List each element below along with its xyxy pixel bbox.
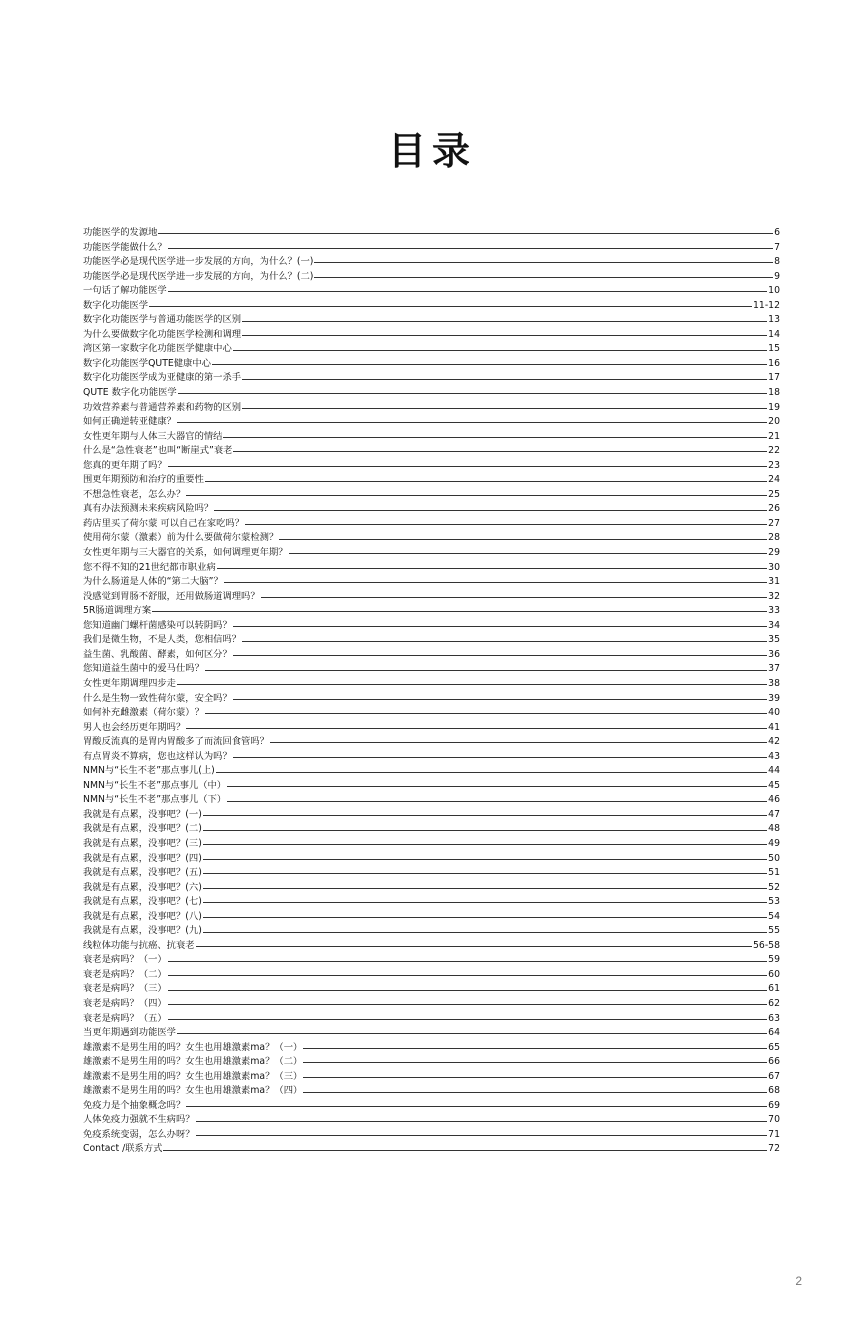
- toc-entry[interactable]: [83, 1070, 780, 1085]
- toc-entry-page: 49: [768, 837, 780, 849]
- toc-entry-page: 14: [768, 328, 780, 340]
- toc-entry[interactable]: [83, 313, 780, 328]
- toc-entry[interactable]: [83, 721, 780, 736]
- toc-entry-page: 34: [768, 619, 780, 631]
- toc-entry-page: 30: [768, 561, 780, 573]
- toc-entry[interactable]: [83, 924, 780, 939]
- toc-entry-title: 5R肠道调理方案: [83, 605, 152, 617]
- toc-entry[interactable]: [83, 1128, 780, 1143]
- toc-entry-title: 真有办法预测未来疾病风险吗？: [83, 503, 214, 515]
- toc-entry-title: 什么是生物一致性荷尔蒙，安全吗？: [83, 692, 232, 704]
- toc-entry[interactable]: [83, 706, 780, 721]
- toc-entry-page: 44: [768, 765, 780, 777]
- toc-leader-line: [186, 495, 767, 496]
- toc-entry-title: NMN与“长生不老”那点事儿(上): [83, 765, 215, 777]
- toc-entry-title: 数字化功能医学成为亚健康的第一杀手: [83, 372, 242, 384]
- toc-entry-page: 66: [768, 1056, 780, 1068]
- toc-entry-title: 功能医学能做什么？: [83, 241, 167, 253]
- toc-entry-title: 功效营养素与普通营养素和药物的区别: [83, 401, 242, 413]
- toc-entry-title: 男人也会经历更年期吗？: [83, 721, 186, 733]
- table-of-contents: [83, 226, 780, 1157]
- toc-entry[interactable]: [83, 953, 780, 968]
- toc-entry[interactable]: [83, 619, 780, 634]
- toc-entry-title: 湾区第一家数字化功能医学健康中心: [83, 343, 232, 355]
- toc-leader-line: [233, 451, 767, 452]
- toc-entry[interactable]: [83, 401, 780, 416]
- toc-entry-page: 39: [768, 692, 780, 704]
- toc-entry-title: 衰老是病吗？（一）: [83, 954, 167, 966]
- toc-entry-title: 衰老是病吗？（三）: [83, 983, 167, 995]
- toc-entry-title: 功能医学必是现代医学进一步发展的方向，为什么？(二): [83, 270, 314, 282]
- toc-entry-page: 15: [768, 343, 780, 355]
- toc-entry-page: 16: [768, 357, 780, 369]
- toc-leader-line: [177, 684, 767, 685]
- toc-entry-page: 55: [768, 925, 780, 937]
- toc-entry-title: 功能医学必是现代医学进一步发展的方向，为什么？(一): [83, 256, 314, 268]
- toc-entry-page: 35: [768, 634, 780, 646]
- toc-entry[interactable]: [83, 604, 780, 619]
- toc-entry[interactable]: [83, 793, 780, 808]
- toc-entry-title: 您不得不知的21世纪都市职业病: [83, 561, 216, 573]
- toc-entry[interactable]: [83, 430, 780, 445]
- toc-entry-page: 21: [768, 430, 780, 442]
- toc-entry[interactable]: [83, 1084, 780, 1099]
- toc-entry[interactable]: [83, 473, 780, 488]
- toc-leader-line: [152, 611, 767, 612]
- toc-leader-line: [203, 830, 767, 831]
- toc-entry-title: 没感觉到胃肠不舒服，还用做肠道调理吗？: [83, 590, 260, 602]
- toc-leader-line: [168, 990, 767, 991]
- toc-leader-line: [245, 524, 767, 525]
- toc-entry-page: 9: [774, 270, 780, 282]
- toc-entry-page: 43: [768, 750, 780, 762]
- toc-leader-line: [177, 1033, 767, 1034]
- toc-leader-line: [168, 466, 767, 467]
- toc-entry-title: 您知道益生菌中的爱马仕吗？: [83, 663, 204, 675]
- toc-leader-line: [233, 350, 767, 351]
- toc-leader-line: [203, 844, 767, 845]
- toc-entry-page: 48: [768, 823, 780, 835]
- toc-entry[interactable]: [83, 1113, 780, 1128]
- toc-entry-title: 女性更年期与人体三大器官的情结: [83, 430, 223, 442]
- toc-entry[interactable]: [83, 342, 780, 357]
- toc-leader-line: [205, 481, 767, 482]
- toc-entry-title: 免疫系统变弱，怎么办呀？: [83, 1128, 195, 1140]
- toc-leader-line: [203, 888, 767, 889]
- toc-entry-page: 52: [768, 881, 780, 893]
- toc-entry[interactable]: [83, 837, 780, 852]
- toc-leader-line: [303, 1048, 767, 1049]
- toc-entry[interactable]: [83, 415, 780, 430]
- toc-leader-line: [216, 772, 767, 773]
- toc-entry-title: 线粒体功能与抗癌、抗衰老: [83, 939, 195, 951]
- toc-leader-line: [168, 975, 767, 976]
- toc-leader-line: [242, 335, 767, 336]
- toc-entry-title: 数字化功能医学QUTE健康中心: [83, 357, 211, 369]
- toc-entry-page: 23: [768, 459, 780, 471]
- toc-leader-line: [233, 626, 767, 627]
- toc-entry-page: 17: [768, 372, 780, 384]
- toc-entry-title: 女性更年期调理四步走: [83, 677, 176, 689]
- toc-entry[interactable]: [83, 662, 780, 677]
- toc-entry-page: 37: [768, 663, 780, 675]
- toc-entry-page: 18: [768, 387, 780, 399]
- toc-entry[interactable]: [83, 502, 780, 517]
- toc-entry-title: 数字化功能医学与普通功能医学的区别: [83, 314, 242, 326]
- toc-entry-title: 如何正确逆转亚健康？: [83, 416, 176, 428]
- toc-entry-title: 如何补充雌激素（荷尔蒙）？: [83, 707, 204, 719]
- toc-leader-line: [205, 670, 767, 671]
- toc-entry-page: 60: [768, 968, 780, 980]
- toc-entry-title: 有点胃炎不算病，您也这样认为吗？: [83, 750, 232, 762]
- toc-entry[interactable]: [83, 531, 780, 546]
- toc-leader-line: [168, 961, 767, 962]
- toc-leader-line: [227, 801, 767, 802]
- toc-entry-page: 31: [768, 576, 780, 588]
- toc-leader-line: [196, 1121, 768, 1122]
- toc-entry-page: 27: [768, 517, 780, 529]
- toc-entry-title: 雄激素不是男生用的吗？女生也用雄激素ma？（二）: [83, 1056, 303, 1068]
- toc-leader-line: [186, 728, 767, 729]
- toc-entry-page: 51: [768, 867, 780, 879]
- toc-leader-line: [314, 277, 773, 278]
- toc-leader-line: [168, 291, 767, 292]
- toc-entry-page: 47: [768, 808, 780, 820]
- toc-leader-line: [242, 379, 767, 380]
- toc-entry[interactable]: [83, 881, 780, 896]
- toc-entry-title: 什么是“急性衰老”也叫“断崖式”衰老: [83, 445, 233, 457]
- toc-entry-title: NMN与“长生不老”那点事儿（下）: [83, 794, 227, 806]
- toc-entry-page: 53: [768, 896, 780, 908]
- toc-leader-line: [177, 422, 767, 423]
- toc-entry-title: 为什么要做数字化功能医学检测和调理: [83, 328, 242, 340]
- toc-leader-line: [168, 1019, 767, 1020]
- toc-leader-line: [196, 946, 752, 947]
- toc-entry-page: 45: [768, 779, 780, 791]
- toc-entry[interactable]: [83, 241, 780, 256]
- toc-entry-page: 72: [768, 1143, 780, 1155]
- toc-entry[interactable]: [83, 284, 780, 299]
- toc-entry-title: 我们是微生物，不是人类，您相信吗？: [83, 634, 242, 646]
- toc-entry-page: 25: [768, 488, 780, 500]
- toc-entry[interactable]: [83, 895, 780, 910]
- toc-leader-line: [203, 815, 767, 816]
- toc-entry-page: 13: [768, 314, 780, 326]
- toc-entry-title: 我就是有点累，没事吧？(四): [83, 852, 202, 864]
- toc-entry-title: 数字化功能医学: [83, 299, 149, 311]
- toc-entry-title: 您真的更年期了吗？: [83, 459, 167, 471]
- toc-leader-line: [196, 1135, 768, 1136]
- toc-entry[interactable]: [83, 822, 780, 837]
- toc-entry-title: 我就是有点累，没事吧？(九): [83, 925, 202, 937]
- toc-entry-title: 功能医学的发源地: [83, 227, 158, 238]
- toc-entry-page: 70: [768, 1114, 780, 1126]
- toc-entry-title: 免疫力是个抽象概念吗？: [83, 1099, 186, 1111]
- toc-entry-page: 64: [768, 1027, 780, 1039]
- toc-leader-line: [203, 932, 767, 933]
- toc-entry-title: 不想急性衰老，怎么办？: [83, 488, 186, 500]
- toc-entry[interactable]: [83, 1099, 780, 1114]
- toc-entry-title: 雄激素不是男生用的吗？女生也用雄激素ma？（一）: [83, 1041, 303, 1053]
- toc-leader-line: [203, 917, 767, 918]
- toc-entry-title: QUTE 数字化功能医学: [83, 387, 177, 399]
- toc-entry-title: 我就是有点累，没事吧？(八): [83, 910, 202, 922]
- toc-entry[interactable]: [83, 866, 780, 881]
- toc-leader-line: [289, 553, 768, 554]
- toc-leader-line: [163, 1150, 767, 1151]
- toc-entry-page: 46: [768, 794, 780, 806]
- toc-entry-page: 54: [768, 910, 780, 922]
- toc-entry-page: 50: [768, 852, 780, 864]
- toc-entry-page: 68: [768, 1085, 780, 1097]
- toc-entry-title: 衰老是病吗？（五）: [83, 1012, 167, 1024]
- toc-leader-line: [270, 742, 767, 743]
- toc-entry-title: 您知道幽门螺杆菌感染可以转阴吗？: [83, 619, 232, 631]
- toc-entry[interactable]: [83, 633, 780, 648]
- toc-entry[interactable]: [83, 982, 780, 997]
- toc-entry-page: 24: [768, 474, 780, 486]
- toc-leader-line: [168, 1004, 767, 1005]
- toc-leader-line: [149, 306, 752, 307]
- toc-entry-page: 69: [768, 1099, 780, 1111]
- toc-entry-title: 当更年期遇到功能医学: [83, 1027, 176, 1039]
- toc-entry-title: 雄激素不是男生用的吗？女生也用雄激素ma？（四）: [83, 1085, 303, 1097]
- toc-entry-title: 益生菌、乳酸菌、酵素，如何区分？: [83, 648, 232, 660]
- toc-entry[interactable]: [83, 255, 780, 270]
- toc-entry[interactable]: [83, 1026, 780, 1041]
- toc-leader-line: [168, 248, 773, 249]
- toc-leader-line: [158, 233, 773, 234]
- toc-entry-title: Contact /联系方式: [83, 1143, 163, 1155]
- toc-leader-line: [242, 641, 767, 642]
- toc-leader-line: [203, 902, 767, 903]
- toc-entry[interactable]: [83, 997, 780, 1012]
- toc-leader-line: [233, 699, 767, 700]
- toc-entry-title: 我就是有点累，没事吧？(二): [83, 823, 202, 835]
- toc-entry-title: 使用荷尔蒙（激素）前为什么要做荷尔蒙检测？: [83, 532, 279, 544]
- toc-entry-title: 围更年期预防和治疗的重要性: [83, 474, 204, 486]
- toc-entry[interactable]: [83, 561, 780, 576]
- toc-entry-page: 26: [768, 503, 780, 515]
- toc-entry[interactable]: [83, 852, 780, 867]
- toc-entry[interactable]: [83, 459, 780, 474]
- toc-entry[interactable]: [83, 575, 780, 590]
- toc-entry[interactable]: [83, 735, 780, 750]
- toc-entry-page: 7: [774, 241, 780, 253]
- toc-entry[interactable]: [83, 226, 780, 241]
- toc-entry[interactable]: [83, 968, 780, 983]
- toc-entry-page: 67: [768, 1070, 780, 1082]
- toc-entry-page: 63: [768, 1012, 780, 1024]
- toc-leader-line: [303, 1077, 767, 1078]
- toc-entry-page: 71: [768, 1128, 780, 1140]
- toc-entry-title: 我就是有点累，没事吧？(六): [83, 881, 202, 893]
- toc-entry[interactable]: [83, 910, 780, 925]
- toc-leader-line: [242, 408, 767, 409]
- toc-entry-title: 人体免疫力强就不生病吗？: [83, 1114, 195, 1126]
- toc-entry[interactable]: [83, 488, 780, 503]
- toc-entry-page: 62: [768, 997, 780, 1009]
- toc-entry-title: 我就是有点累，没事吧？(七): [83, 896, 202, 908]
- toc-entry[interactable]: [83, 939, 780, 954]
- toc-entry-title: 胃酸反流真的是胃内胃酸多了而流回食管吗？: [83, 736, 269, 748]
- toc-leader-line: [186, 1106, 767, 1107]
- toc-entry[interactable]: [83, 764, 780, 779]
- toc-entry-page: 8: [774, 256, 780, 268]
- toc-entry[interactable]: [83, 444, 780, 459]
- toc-entry-page: 19: [768, 401, 780, 413]
- toc-entry[interactable]: [83, 1142, 780, 1157]
- toc-entry-page: 32: [768, 590, 780, 602]
- toc-leader-line: [279, 539, 767, 540]
- toc-entry-page: 11-12: [752, 299, 780, 311]
- toc-leader-line: [233, 757, 767, 758]
- toc-entry-title: 药店里买了荷尔蒙 可以自己在家吃吗？: [83, 517, 245, 529]
- toc-entry[interactable]: [83, 1012, 780, 1027]
- toc-entry[interactable]: [83, 386, 780, 401]
- toc-entry-title: 一句话了解功能医学: [83, 285, 167, 297]
- toc-leader-line: [203, 873, 767, 874]
- toc-entry[interactable]: [83, 517, 780, 532]
- toc-entry[interactable]: [83, 648, 780, 663]
- toc-entry-page: 36: [768, 648, 780, 660]
- toc-entry-page: 33: [768, 605, 780, 617]
- toc-entry[interactable]: [83, 692, 780, 707]
- toc-entry-page: 10: [768, 285, 780, 297]
- toc-entry-page: 29: [768, 547, 780, 559]
- toc-entry-page: 38: [768, 677, 780, 689]
- toc-entry[interactable]: [83, 677, 780, 692]
- toc-entry[interactable]: [83, 357, 780, 372]
- toc-entry[interactable]: [83, 779, 780, 794]
- toc-leader-line: [178, 393, 767, 394]
- toc-leader-line: [227, 786, 767, 787]
- toc-entry-page: 22: [768, 445, 780, 457]
- toc-leader-line: [224, 582, 767, 583]
- toc-leader-line: [223, 437, 767, 438]
- toc-entry-title: 我就是有点累，没事吧？(一): [83, 808, 202, 820]
- toc-entry-title: NMN与“长生不老”那点事儿（中）: [83, 779, 227, 791]
- toc-entry[interactable]: [83, 1041, 780, 1056]
- toc-entry-page: 20: [768, 416, 780, 428]
- toc-leader-line: [203, 859, 767, 860]
- toc-entry-page: 65: [768, 1041, 780, 1053]
- toc-entry-page: 42: [768, 736, 780, 748]
- toc-entry-title: 女性更年期与三大器官的关系，如何调理更年期？: [83, 547, 288, 559]
- page-title: 目录: [387, 128, 476, 173]
- page-number: 2: [795, 1274, 802, 1288]
- toc-leader-line: [212, 364, 767, 365]
- toc-entry-title: 为什么肠道是人体的“第二大脑”？: [83, 576, 223, 588]
- toc-entry-page: 40: [768, 707, 780, 719]
- toc-entry[interactable]: [83, 808, 780, 823]
- toc-leader-line: [303, 1092, 767, 1093]
- toc-entry[interactable]: [83, 270, 780, 285]
- toc-entry[interactable]: [83, 1055, 780, 1070]
- toc-entry[interactable]: [83, 328, 780, 343]
- toc-entry-page: 28: [768, 532, 780, 544]
- toc-entry-page: 56-58: [752, 939, 780, 951]
- toc-entry[interactable]: [83, 371, 780, 386]
- toc-entry[interactable]: [83, 750, 780, 765]
- toc-entry-title: 我就是有点累，没事吧？(三): [83, 837, 202, 849]
- toc-entry-page: 59: [768, 954, 780, 966]
- toc-entry-page: 61: [768, 983, 780, 995]
- toc-entry-title: 衰老是病吗？（二）: [83, 968, 167, 980]
- toc-leader-line: [233, 655, 767, 656]
- toc-leader-line: [242, 321, 767, 322]
- toc-leader-line: [261, 597, 768, 598]
- toc-leader-line: [214, 510, 767, 511]
- toc-entry[interactable]: [83, 299, 780, 314]
- toc-entry-title: 雄激素不是男生用的吗？女生也用雄激素ma？（三）: [83, 1070, 303, 1082]
- toc-entry[interactable]: [83, 546, 780, 561]
- toc-entry-page: 6: [774, 227, 780, 238]
- toc-leader-line: [217, 568, 767, 569]
- toc-leader-line: [303, 1062, 767, 1063]
- toc-entry-title: 我就是有点累，没事吧？(五): [83, 867, 202, 879]
- toc-entry-title: 衰老是病吗？（四）: [83, 997, 167, 1009]
- toc-leader-line: [314, 262, 773, 263]
- toc-entry[interactable]: [83, 590, 780, 605]
- toc-leader-line: [205, 713, 767, 714]
- toc-entry-page: 41: [768, 721, 780, 733]
